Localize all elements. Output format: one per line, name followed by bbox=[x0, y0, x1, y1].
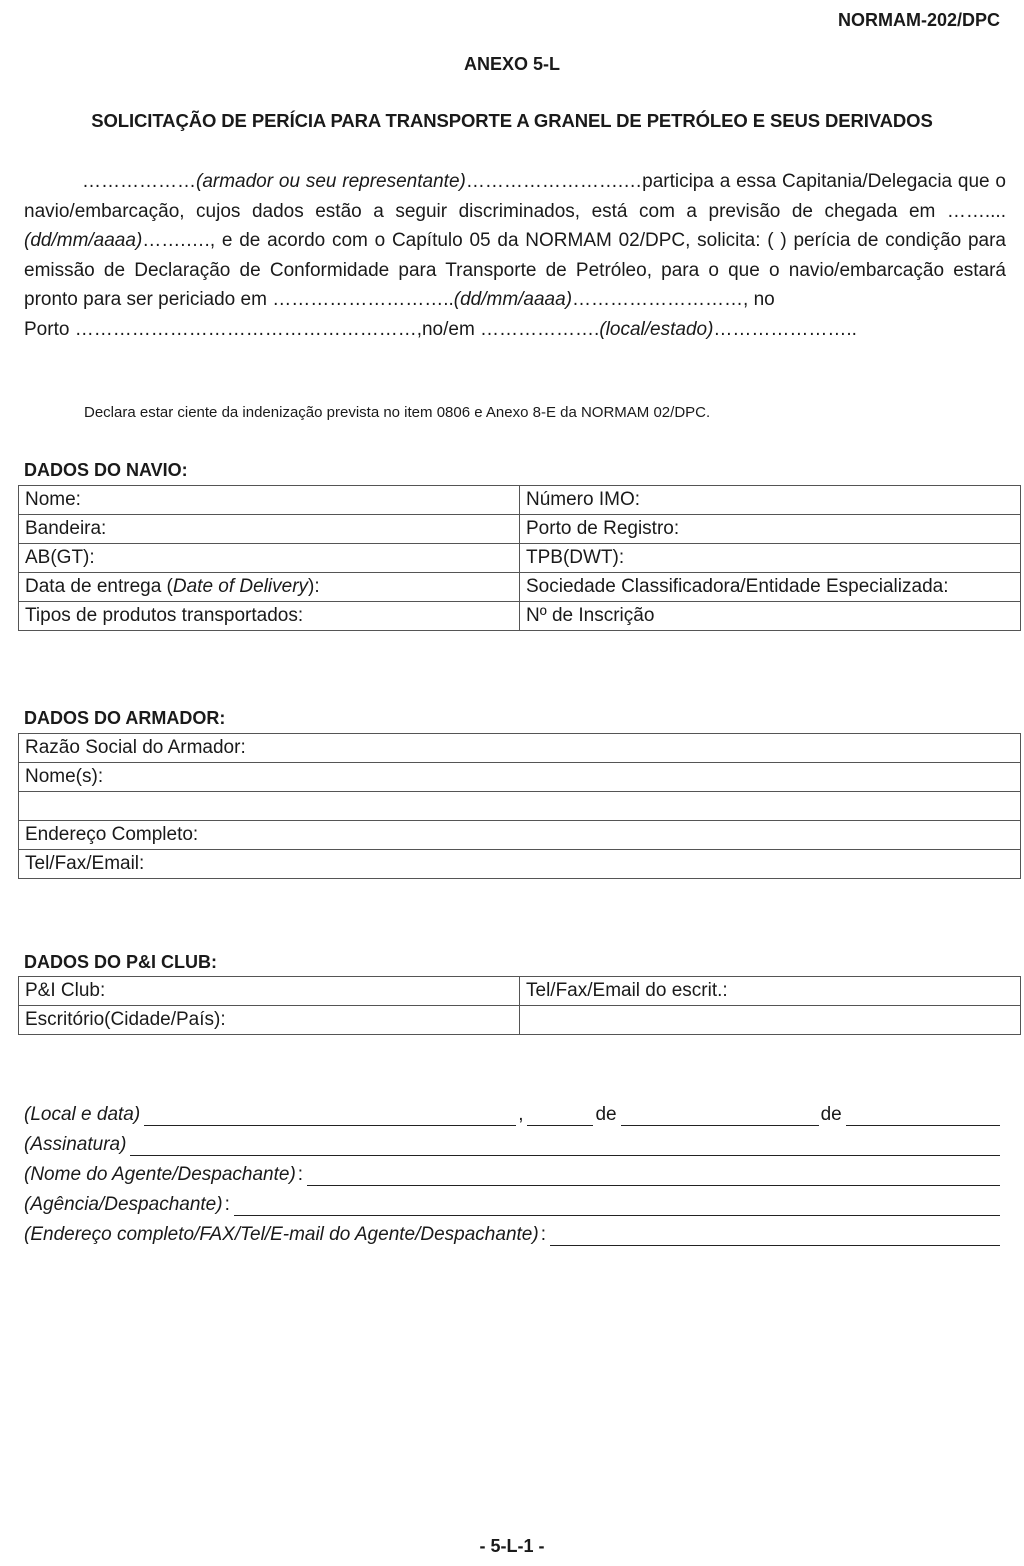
owner-names-field[interactable]: Nome(s): bbox=[19, 763, 1021, 792]
ship-classification-field[interactable]: Sociedade Classificadora/Entidade Especializada: bbox=[520, 573, 1021, 602]
agent-address-label: (Endereço completo/FAX/Tel/E-mail do Agente/Despachante) bbox=[24, 1224, 539, 1245]
agency-label: (Agência/Despachante) bbox=[24, 1194, 223, 1215]
pi-office-contact-field[interactable]: Tel/Fax/Email do escrit.: bbox=[520, 977, 1021, 1006]
owner-address-field[interactable]: Endereço Completo: bbox=[19, 821, 1021, 850]
intro-paragraph bbox=[24, 167, 1006, 344]
local-date-label: (Local e data) bbox=[24, 1104, 141, 1125]
page-number: - 5-L-1 - bbox=[479, 1536, 545, 1556]
intro-body bbox=[24, 167, 1006, 315]
de-label-1: de bbox=[595, 1104, 617, 1125]
pi-office-extra-field[interactable] bbox=[520, 1006, 1021, 1035]
table-row bbox=[19, 602, 1021, 631]
table-row bbox=[19, 734, 1021, 763]
ship-delivery-date-field[interactable] bbox=[19, 573, 520, 602]
table-row bbox=[19, 486, 1021, 515]
annex-label: ANEXO 5-L bbox=[463, 54, 560, 74]
pi-club-table bbox=[18, 976, 1021, 1035]
delivery-label-prefix: Data de entrega ( bbox=[25, 576, 173, 597]
ship-gt-field[interactable]: AB(GT): bbox=[19, 544, 520, 573]
signature-blank[interactable] bbox=[130, 1136, 1000, 1156]
agency-blank[interactable] bbox=[234, 1196, 1000, 1216]
month-blank[interactable] bbox=[621, 1106, 819, 1126]
owner-data-table bbox=[18, 733, 1021, 879]
owner-names-extra-field[interactable] bbox=[19, 792, 1021, 821]
ship-products-field[interactable]: Tipos de produtos transportados: bbox=[19, 602, 520, 631]
agent-name-line bbox=[24, 1156, 1000, 1186]
intro-seg3: …………………….…participa a essa Capitania/Delegacia que o navio/embarcação, cujos dados estão a seguir discriminados, está com a previsão de chegada em …….... bbox=[24, 171, 1006, 222]
owner-company-field[interactable]: Razão Social do Armador: bbox=[19, 734, 1021, 763]
intro-seg2: (armador ou seu representante) bbox=[196, 171, 466, 192]
pi-club-field[interactable]: P&I Club: bbox=[19, 977, 520, 1006]
declaration-text: Declara estar ciente da indenização prevista no item 0806 e Anexo 8-E da NORMAM 02/DPC. bbox=[84, 404, 711, 421]
agent-address-blank[interactable] bbox=[550, 1226, 1000, 1246]
ship-dwt-field[interactable]: TPB(DWT): bbox=[520, 544, 1021, 573]
owner-section-title: DADOS DO ARMADOR: bbox=[24, 708, 226, 728]
intro-seg10: ………………….. bbox=[713, 318, 857, 340]
ship-name-field[interactable]: Nome: bbox=[19, 486, 520, 515]
intro-seg6: (dd/mm/aaaa) bbox=[453, 289, 573, 310]
agency-line bbox=[24, 1186, 1000, 1216]
table-row bbox=[19, 792, 1021, 821]
agent-name-label: (Nome do Agente/Despachante) bbox=[24, 1164, 296, 1185]
local-date-line bbox=[24, 1096, 1000, 1126]
intro-last-line bbox=[24, 315, 1006, 345]
document-title: SOLICITAÇÃO DE PERÍCIA PARA TRANSPORTE A GRANEL DE PETRÓLEO E SEUS DERIVADOS bbox=[91, 110, 933, 131]
year-blank[interactable] bbox=[846, 1106, 1000, 1126]
ship-data-table bbox=[18, 485, 1021, 631]
table-row bbox=[19, 1006, 1021, 1035]
ship-port-registry-field[interactable]: Porto de Registro: bbox=[520, 515, 1021, 544]
table-row bbox=[19, 515, 1021, 544]
owner-contact-field[interactable]: Tel/Fax/Email: bbox=[19, 850, 1021, 879]
ship-flag-field[interactable]: Bandeira: bbox=[19, 515, 520, 544]
pi-office-location-field[interactable]: Escritório(Cidade/País): bbox=[19, 1006, 520, 1035]
ship-registration-number-field[interactable]: Nº de Inscrição bbox=[520, 602, 1021, 631]
de-label-2: de bbox=[820, 1104, 842, 1125]
table-row bbox=[19, 977, 1021, 1006]
agent-name-blank[interactable] bbox=[307, 1166, 1000, 1186]
local-blank[interactable] bbox=[144, 1106, 516, 1126]
table-row bbox=[19, 763, 1021, 792]
intro-seg4: (dd/mm/aaaa) bbox=[24, 230, 143, 251]
document-code: NORMAM-202/DPC bbox=[837, 10, 1000, 30]
signature-line bbox=[24, 1126, 1000, 1156]
ship-section-title: DADOS DO NAVIO: bbox=[24, 460, 188, 480]
signature-label: (Assinatura) bbox=[24, 1134, 127, 1155]
delivery-label-suffix: ): bbox=[308, 576, 320, 597]
intro-seg8: Porto ………………………………………………,no/em ………………. bbox=[24, 318, 600, 340]
intro-seg7: ………………………, no bbox=[572, 289, 775, 310]
agent-address-line bbox=[24, 1216, 1000, 1246]
table-row bbox=[19, 821, 1021, 850]
intro-seg9: (local/estado) bbox=[599, 318, 714, 340]
day-blank[interactable] bbox=[527, 1106, 593, 1126]
table-row bbox=[19, 544, 1021, 573]
intro-seg1: ……………… bbox=[82, 171, 196, 192]
signature-block bbox=[24, 1096, 1000, 1246]
agent-address-colon: : bbox=[540, 1224, 546, 1245]
ship-imo-field[interactable]: Número IMO: bbox=[520, 486, 1021, 515]
comma-separator: , bbox=[518, 1104, 524, 1125]
agency-colon: : bbox=[224, 1194, 230, 1215]
pi-section-title: DADOS DO P&I CLUB: bbox=[24, 952, 217, 972]
table-row bbox=[19, 573, 1021, 602]
delivery-label-italic: Date of Delivery bbox=[172, 576, 309, 597]
intro-seg5: …….…., e de acordo com o Capítulo 05 da NORMAM 02/DPC, solicita: ( ) perícia de condição para emissão de Declaração de Conformidade para Transporte de Petróleo, para o que o navio/embarcação estará pronto para ser periciado em ……………………….. bbox=[24, 230, 1006, 310]
table-row bbox=[19, 850, 1021, 879]
agent-name-colon: : bbox=[297, 1164, 304, 1185]
